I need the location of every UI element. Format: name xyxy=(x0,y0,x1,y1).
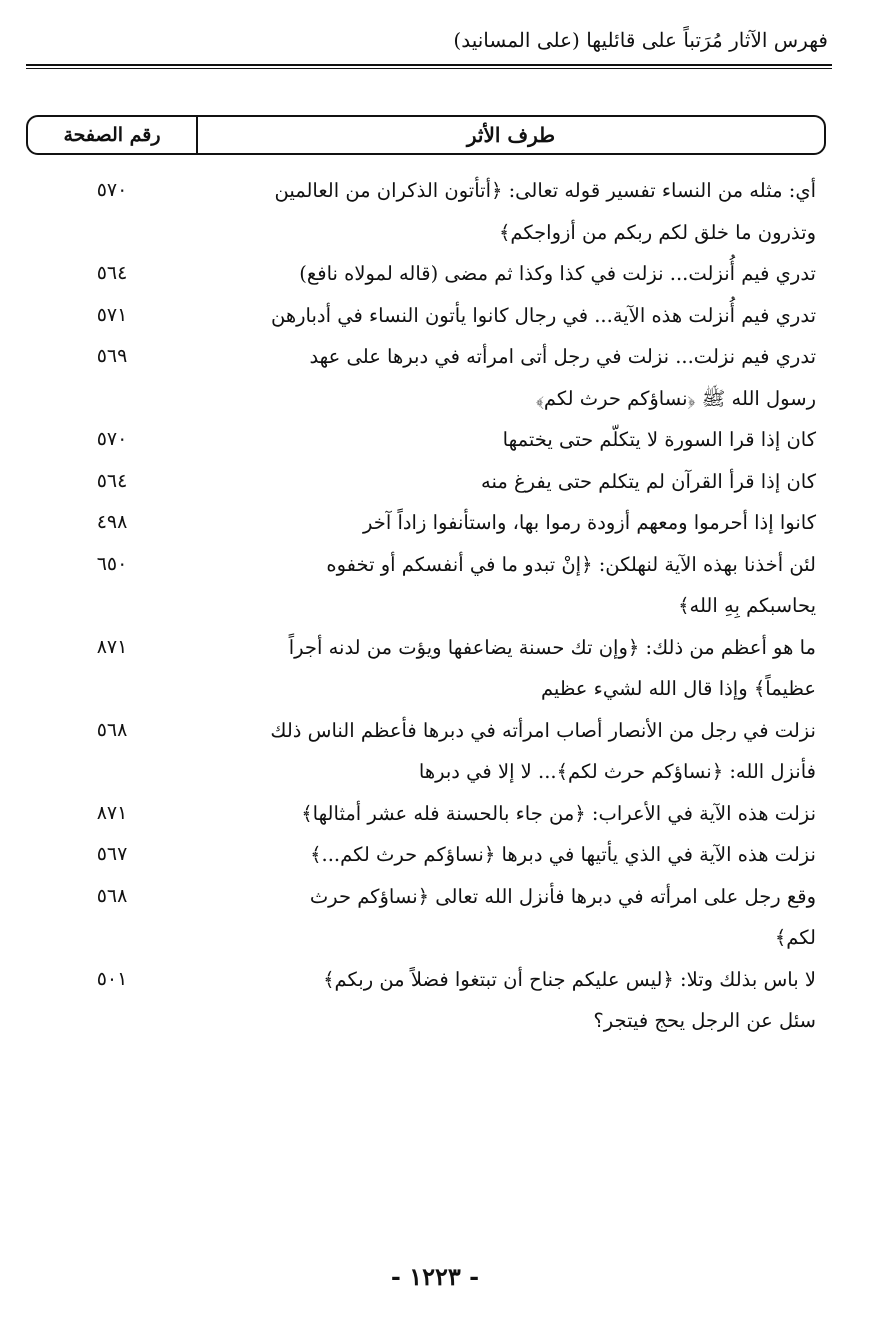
entry-page-number: ٤٩٨ xyxy=(96,511,128,533)
column-title-athar: طرف الأثر xyxy=(196,117,824,153)
entry-page-number: ٥٦٤ xyxy=(96,469,128,492)
entry-text: أي: مثله من النساء تفسير قوله تعالى: ﴿أتأتون الذكران من العالمين وتذرون ما خلق لكم ربكم من أزواجكم﴾ xyxy=(274,179,816,244)
entry-page-number: ٨٧١ xyxy=(96,635,128,658)
entry-text: نزلت في رجل من الأنصار أصاب امرأته في دبرها فأعظم الناس ذلك فأنزل الله: ﴿نساؤكم حرث لكم﴾... لا إلا في دبرها xyxy=(270,718,816,783)
header-rule xyxy=(26,64,832,69)
index-table-header xyxy=(26,115,826,155)
entry-text: وقع رجل على امرأته في دبرها فأنزل الله تعالى ﴿نساؤكم حرث لكم﴾ xyxy=(309,884,816,949)
index-entry xyxy=(26,627,816,710)
column-title-page: رقم الصفحة xyxy=(63,124,161,146)
page-number-footer: - ١٢٢٣ - xyxy=(390,1262,480,1291)
entry-text: تدري فيم أُنزلت هذه الآية... في رجال كانوا يأتون النساء في أدبارهن xyxy=(271,303,816,327)
entry-page-number: ٥٦٨ xyxy=(96,884,128,907)
entry-page-number: ٦٥٠ xyxy=(96,552,128,575)
entry-text: ما هو أعظم من ذلك: ﴿وإن تك حسنة يضاعفها ويؤت من لدنه أجراً عظيماً﴾ وإذا قال الله لشيء عظيم xyxy=(288,635,816,700)
index-entry xyxy=(26,295,816,337)
index-entry xyxy=(26,502,816,544)
index-entry xyxy=(26,793,816,835)
index-entry xyxy=(26,253,816,295)
index-entry xyxy=(26,170,816,253)
entry-text: كان إذا قرأ القرآن لم يتكلم حتى يفرغ منه xyxy=(481,469,816,493)
index-entry xyxy=(26,959,816,1042)
entry-text: نزلت هذه الآية في الأعراب: ﴿من جاء بالحسنة فله عشر أمثالها﴾ xyxy=(301,801,816,825)
entry-text: كانوا إذا أحرموا ومعهم أزودة رموا بها، واستأنفوا زاداً آخر xyxy=(363,511,816,534)
entry-page-number: ٥٦٨ xyxy=(96,718,128,741)
entry-text: تدري فيم أُنزلت... نزلت في كذا وكذا ثم مضى (قاله لمولاه نافع) xyxy=(299,262,816,285)
entry-text: تدري فيم نزلت... نزلت في رجل أتى امرأته في دبرها على عهد رسول الله ﷺ ﴿نساؤكم حرث لكم﴾ xyxy=(309,345,816,410)
entry-text: لئن أخذنا بهذه الآية لنهلكن: ﴿إنْ تبدو ما في أنفسكم أو تخفوه يحاسبكم بِهِ الله﴾ xyxy=(326,552,816,617)
entry-page-number: ٥٦٧ xyxy=(96,843,128,865)
entry-page-number: ٥٧٠ xyxy=(96,428,128,450)
index-entry xyxy=(26,876,816,959)
entry-page-number: ٥٧٠ xyxy=(96,179,128,201)
entry-page-number: ٨٧١ xyxy=(96,801,128,824)
index-entry xyxy=(26,461,816,503)
index-entries xyxy=(26,170,816,1042)
index-entry xyxy=(26,834,816,876)
index-entry xyxy=(26,710,816,793)
entry-text: نزلت هذه الآية في الذي يأتيها في دبرها ﴿نساؤكم حرث لكم...﴾ xyxy=(310,843,816,866)
index-entry xyxy=(26,419,816,461)
entry-page-number: ٥٧١ xyxy=(96,303,128,326)
running-head: فهرس الآثار مُرَتباً على قائليها (على المسانيد) xyxy=(453,28,828,52)
entry-text: لا باس بذلك وتلا: ﴿ليس عليكم جناح أن تبتغوا فضلاً من ربكم﴾ سئل عن الرجل يحج فيتجر؟ xyxy=(323,967,816,1032)
index-entry xyxy=(26,544,816,627)
index-entry xyxy=(26,336,816,419)
entry-text: كان إذا قرا السورة لا يتكلّم حتى يختمها xyxy=(502,428,816,451)
entry-page-number: ٥٦٩ xyxy=(96,345,128,367)
entry-page-number: ٥٠١ xyxy=(96,967,128,990)
entry-page-number: ٥٦٤ xyxy=(96,262,128,284)
